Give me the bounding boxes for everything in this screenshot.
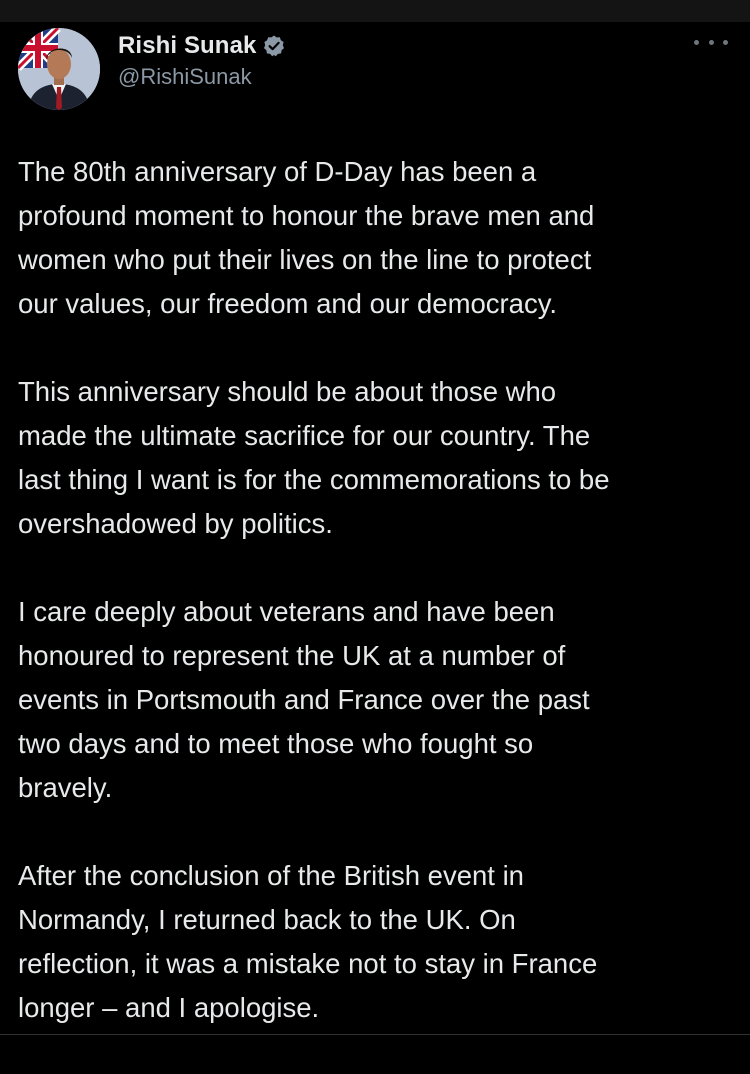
- author-handle[interactable]: @RishiSunak: [118, 64, 252, 89]
- bottom-bar: [0, 1035, 750, 1051]
- avatar[interactable]: [18, 28, 100, 110]
- dot-icon: [709, 40, 714, 45]
- top-bar: [0, 0, 750, 22]
- tweet-text: [18, 150, 738, 1074]
- dot-icon: [723, 40, 728, 45]
- verified-badge-icon[interactable]: [262, 34, 286, 58]
- more-options-icon[interactable]: [694, 34, 728, 50]
- tweet-paragraph: This anniversary should be about those who made the ultimate sacrifice for our country. The last thing I want is for the commemorations to be overshadowed by politics.: [18, 376, 610, 539]
- profile-photo: [18, 28, 100, 110]
- tweet-paragraph: The 80th anniversary of D-Day has been a profound moment to honour the brave men and women who put their lives on the line to protect our values, our freedom and our democracy.: [18, 156, 595, 319]
- dot-icon: [694, 40, 699, 45]
- author-info: [118, 30, 286, 90]
- author-display-name[interactable]: Rishi Sunak: [118, 32, 257, 59]
- tweet-paragraph: After the conclusion of the British event in Normandy, I returned back to the UK. On reflection, it was a mistake not to stay in France longer – and I apologise.: [18, 860, 598, 1023]
- tweet-paragraph: I care deeply about veterans and have been honoured to represent the UK at a number of events in Portsmouth and France over the past two days and to meet those who fought so bravely.: [18, 596, 590, 803]
- tweet-card: [0, 22, 750, 1034]
- author-name-row: [118, 30, 286, 62]
